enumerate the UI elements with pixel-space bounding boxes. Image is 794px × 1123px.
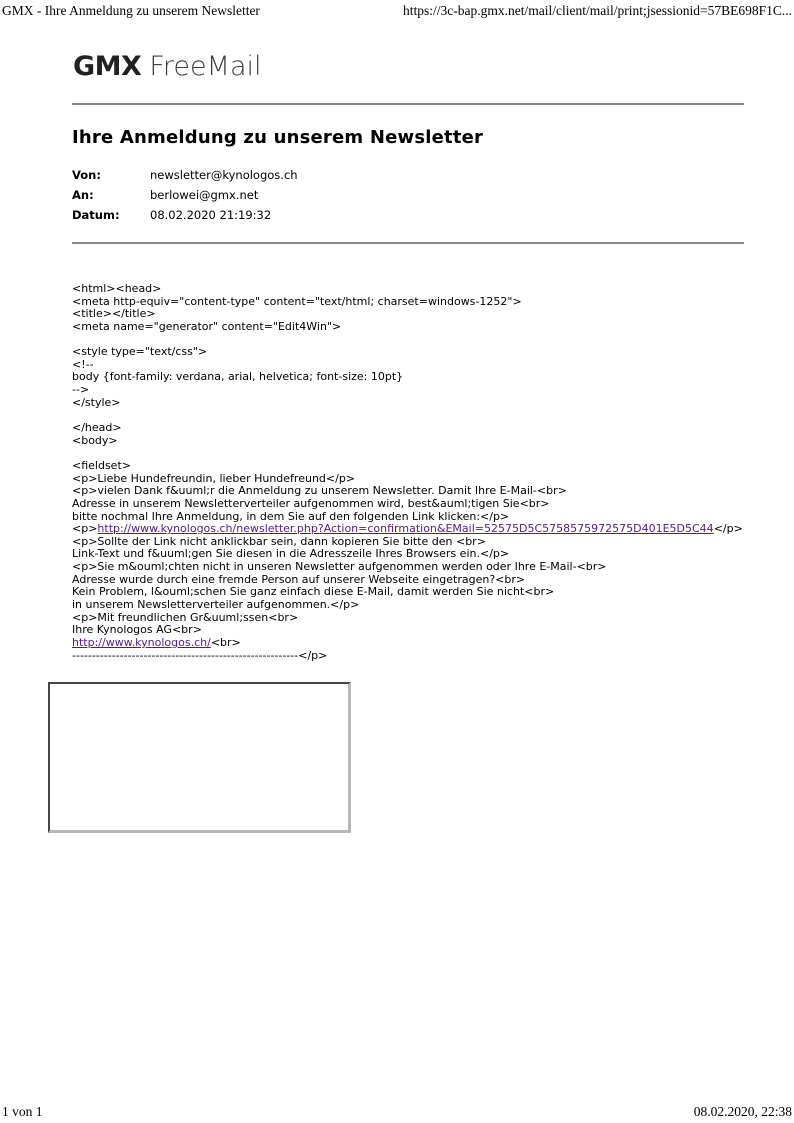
source-line: <p>Liebe Hundefreundin, lieber Hundefreund</p> (72, 471, 356, 485)
source-line: <p>vielen Dank f&uuml;r die Anmeldung zu unserem Newsletter. Damit Ihre E-Mail-<br> (72, 484, 567, 498)
meta-row-to (72, 188, 298, 208)
source-line: <body> (72, 433, 118, 447)
print-header-url: https://3c-bap.gmx.net/mail/client/mail/print;jsessionid=57BE698F1C... (403, 3, 792, 18)
source-line: --> (72, 383, 90, 397)
source-line: <p>Mit freundlichen Gr&uuml;ssen<br> (72, 610, 299, 624)
source-line: bitte nochmal Ihre Anmeldung, in dem Sie auf den folgenden Link klicken:</p> (72, 509, 510, 523)
gmx-logo-brand: GMX (73, 51, 142, 82)
source-line: <p>Sollte der Link nicht anklickbar sein, dann kopieren Sie bitte den <br> (72, 534, 486, 548)
source-line: <meta http-equiv="content-type" content="text/html; charset=windows-1252"> (72, 294, 522, 308)
kynologos-website-link[interactable]: http://www.kynologos.ch/ (72, 635, 211, 649)
print-footer (2, 1104, 792, 1120)
source-line: <meta name="generator" content="Edit4Win"> (72, 319, 342, 333)
source-line: Link-Text und f&uuml;gen Sie diesen in die Adresszeile Ihres Browsers ein.</p> (72, 547, 510, 561)
source-line-website: http://www.kynologos.ch/<br> (72, 635, 241, 649)
meta-value-from: newsletter@kynologos.ch (150, 168, 298, 182)
page-number: 1 von 1 (2, 1104, 43, 1119)
source-line-blank (72, 447, 762, 460)
meta-label-date: Datum: (72, 208, 120, 222)
source-line: <title></title> (72, 307, 156, 321)
meta-label-from: Von: (72, 168, 101, 182)
meta-value-to: berlowei@gmx.net (150, 188, 259, 202)
source-line: <fieldset> (72, 458, 131, 472)
meta-row-from (72, 168, 298, 188)
source-line: <html><head> (72, 282, 162, 295)
gmx-logo-product: FreeMail (149, 51, 262, 82)
gmx-logo (73, 51, 262, 82)
source-line: <!-- (72, 357, 94, 371)
source-line: <style type="text/css"> (72, 345, 208, 359)
source-line: Adresse in unserem Newsletterverteiler aufgenommen wird, best&auml;tigen Sie<br> (72, 496, 550, 510)
divider-top (72, 103, 744, 105)
source-line: </style> (72, 395, 121, 409)
mail-meta (72, 168, 298, 228)
source-line: body {font-family: verdana, arial, helvetica; font-size: 10pt} (72, 370, 404, 384)
print-header (2, 3, 792, 19)
source-line: </head> (72, 421, 122, 435)
source-line: ---------------------------------------------------------</p> (72, 648, 328, 662)
divider-meta (72, 242, 744, 244)
source-line: Ihre Kynologos AG<br> (72, 623, 202, 637)
source-line: in unserem Newsletterverteiler aufgenommen.</p> (72, 598, 360, 612)
meta-row-date (72, 208, 298, 228)
source-line: <p>Sie m&ouml;chten nicht in unseren Newsletter aufgenommen werden oder Ihre E-Mail-<br> (72, 560, 607, 574)
email-source-body (72, 283, 762, 662)
print-header-title: GMX - Ihre Anmeldung zu unserem Newsletter (2, 3, 260, 18)
source-line-blank (72, 409, 762, 422)
source-line-confirmation: <p>http://www.kynologos.ch/newsletter.php?Action=confirmation&EMail=52575D5C5758575972575D401E5D5C44</p> (72, 522, 743, 536)
meta-label-to: An: (72, 188, 94, 202)
meta-value-date: 08.02.2020 21:19:32 (150, 208, 272, 222)
mail-subject-title: Ihre Anmeldung zu unserem Newsletter (72, 127, 484, 148)
source-line: Adresse wurde durch eine fremde Person auf unserer Webseite eingetragen?<br> (72, 572, 526, 586)
source-line: Kein Problem, l&ouml;schen Sie ganz einfach diese E-Mail, damit werden Sie nicht<br> (72, 585, 555, 599)
print-timestamp: 08.02.2020, 22:38 (693, 1104, 792, 1119)
confirmation-link[interactable]: http://www.kynologos.ch/newsletter.php?Action=confirmation&EMail=52575D5C5758575972575D401E5D5C44 (97, 522, 714, 536)
empty-image-placeholder-box (48, 682, 351, 833)
